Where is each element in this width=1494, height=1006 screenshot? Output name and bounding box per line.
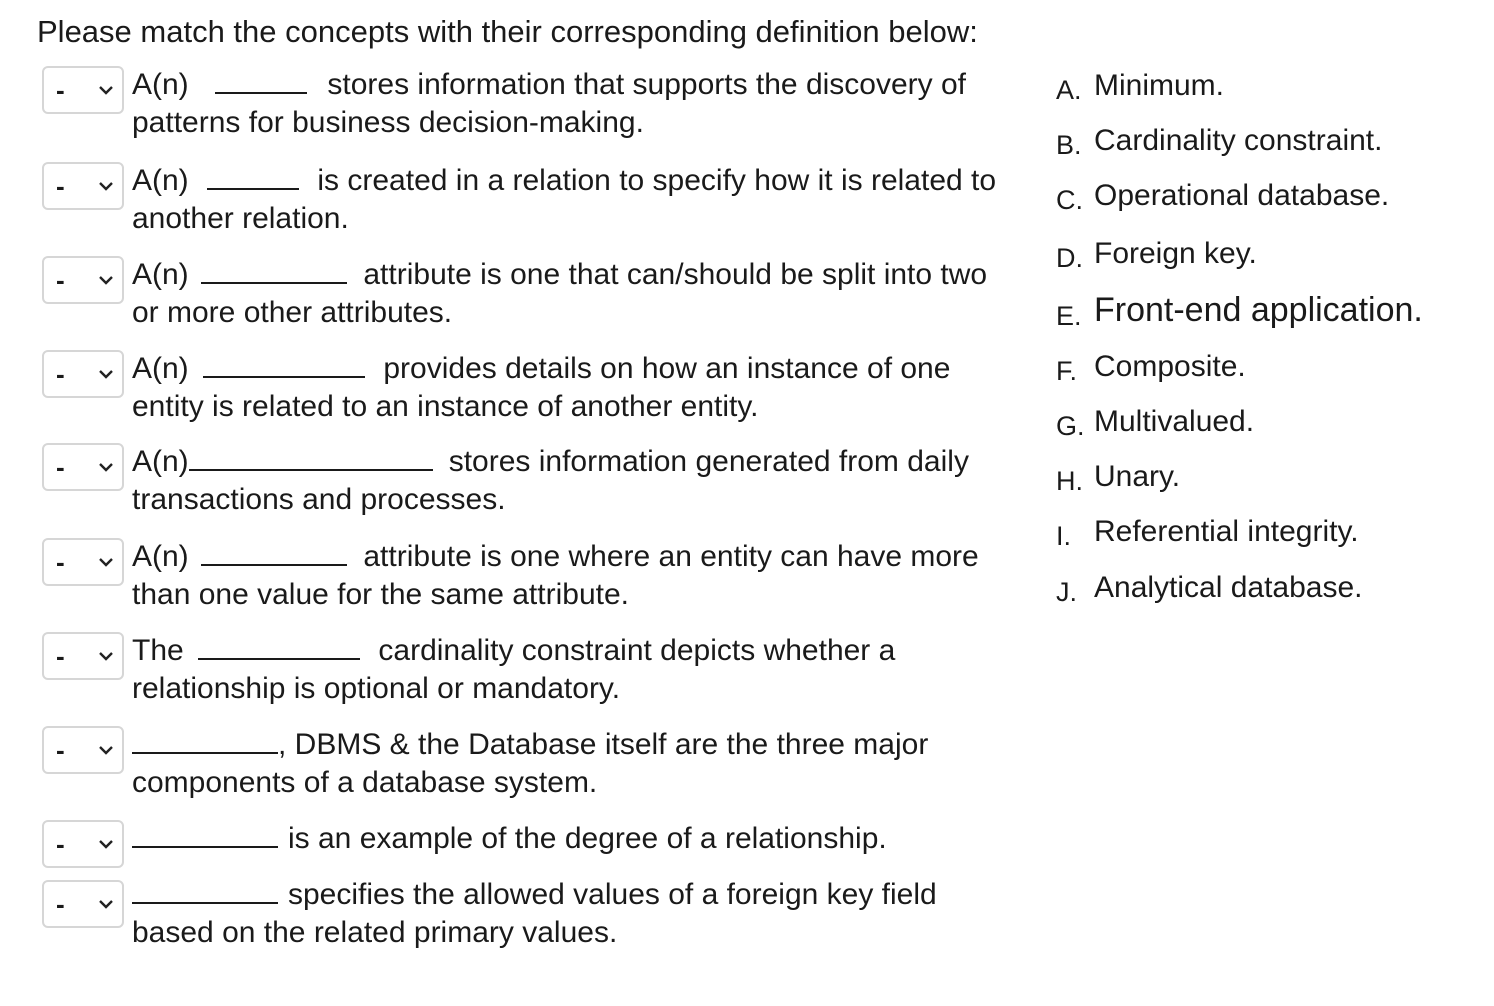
answer-option-e [1056,290,1423,337]
question-text [132,66,1042,142]
select-value: - [56,75,65,105]
answer-text: Multivalued. [1094,405,1255,438]
question-text [132,443,1042,519]
answer-option-c [1056,176,1389,221]
answer-select-2[interactable] [42,162,124,210]
chevron-down-icon [98,84,114,96]
answer-select-9[interactable] [42,820,124,868]
answer-select-4[interactable] [42,350,124,398]
answer-letter: A. [1056,75,1082,105]
question-line1: provides details on how an instance of one [383,352,951,385]
question-text [132,256,1042,332]
answer-letter: I. [1056,521,1072,551]
chevron-down-icon [98,180,114,192]
answer-text: Cardinality constraint. [1094,124,1383,157]
question-prompt: Please match the concepts with their corresponding definition below: [37,14,978,49]
answer-option-d [1056,234,1257,279]
question-line1: is an example of the degree of a relationship. [288,822,887,855]
select-value: - [56,359,65,389]
answer-text: Composite. [1094,350,1246,383]
answer-text: Analytical database. [1094,571,1363,604]
question-line2: entity is related to an instance of another entity. [132,390,759,423]
chevron-down-icon [98,274,114,286]
question-text [132,632,1042,708]
question-lead: A(n) [132,540,189,573]
answer-text: Foreign key. [1094,237,1257,270]
select-value: - [56,265,65,295]
chevron-down-icon [98,898,114,910]
answer-text: Front-end application. [1094,291,1423,329]
answer-select-6[interactable] [42,538,124,586]
chevron-down-icon [98,838,114,850]
chevron-down-icon [98,556,114,568]
answer-blank [201,563,347,566]
answer-text: Unary. [1094,460,1181,493]
select-value: - [56,735,65,765]
answer-letter: G. [1056,411,1085,441]
question-line2: or more other attributes. [132,296,453,329]
answer-blank [132,751,278,754]
answer-letter: F. [1056,356,1078,386]
question-text [132,820,1042,858]
question-lead: A(n) [132,68,189,101]
answer-blank [189,468,433,471]
question-lead: The [132,634,184,667]
select-value: - [56,829,65,859]
answer-option-b [1056,121,1382,166]
question-lead: A(n) [132,445,189,478]
answer-option-j [1056,568,1363,613]
question-text [132,876,1042,952]
answer-select-8[interactable] [42,726,124,774]
answer-select-3[interactable] [42,256,124,304]
chevron-down-icon [98,650,114,662]
question-lead: A(n) [132,352,189,385]
select-value: - [56,641,65,671]
question-line1: attribute is one where an entity can have more [363,540,979,573]
answer-blank [132,845,278,848]
answer-blank [215,91,307,94]
question-line2: components of a database system. [132,766,598,799]
answer-select-7[interactable] [42,632,124,680]
answer-select-10[interactable] [42,880,124,928]
question-text [132,162,1042,238]
answer-blank [203,375,365,378]
answer-letter: C. [1056,185,1083,215]
question-line1: attribute is one that can/should be split into two [363,258,988,291]
answer-select-5[interactable] [42,443,124,491]
question-lead: A(n) [132,258,189,291]
answer-text: Referential integrity. [1094,515,1359,548]
answer-text: Minimum. [1094,69,1225,102]
answer-blank [201,281,347,284]
answer-letter: E. [1056,301,1082,331]
question-line2: based on the related primary values. [132,916,618,949]
answer-option-a [1056,66,1224,111]
question-text [132,538,1042,614]
answer-option-g [1056,402,1254,447]
question-lead: A(n) [132,164,189,197]
select-value: - [56,171,65,201]
question-text [132,350,1042,426]
question-text [132,726,1042,802]
answer-blank [207,187,299,190]
question-line2: another relation. [132,202,349,235]
answer-letter: H. [1056,466,1083,496]
answer-option-h [1056,457,1180,502]
select-value: - [56,547,65,577]
question-line1: cardinality constraint depicts whether a [378,634,896,667]
answer-letter: B. [1056,130,1082,160]
question-line2: transactions and processes. [132,483,506,516]
chevron-down-icon [98,744,114,756]
answer-letter: D. [1056,243,1083,273]
select-value: - [56,889,65,919]
chevron-down-icon [98,461,114,473]
answer-blank [132,901,278,904]
question-line1: , DBMS & the Database itself are the three major [278,728,929,761]
question-line1: stores information that supports the discovery of [327,68,967,101]
question-line2: relationship is optional or mandatory. [132,672,621,705]
question-line2: than one value for the same attribute. [132,578,629,611]
chevron-down-icon [98,368,114,380]
answer-option-i [1056,512,1359,557]
answer-blank [198,657,360,660]
answer-text: Operational database. [1094,179,1390,212]
question-line2: patterns for business decision-making. [132,106,644,139]
answer-select-1[interactable] [42,66,124,114]
question-line1: is created in a relation to specify how it is related to [317,164,997,197]
question-line1: specifies the allowed values of a foreign key field [288,878,937,911]
answer-letter: J. [1056,577,1078,607]
answer-option-f [1056,347,1246,392]
select-value: - [56,452,65,482]
question-line1: stores information generated from daily [448,445,969,478]
